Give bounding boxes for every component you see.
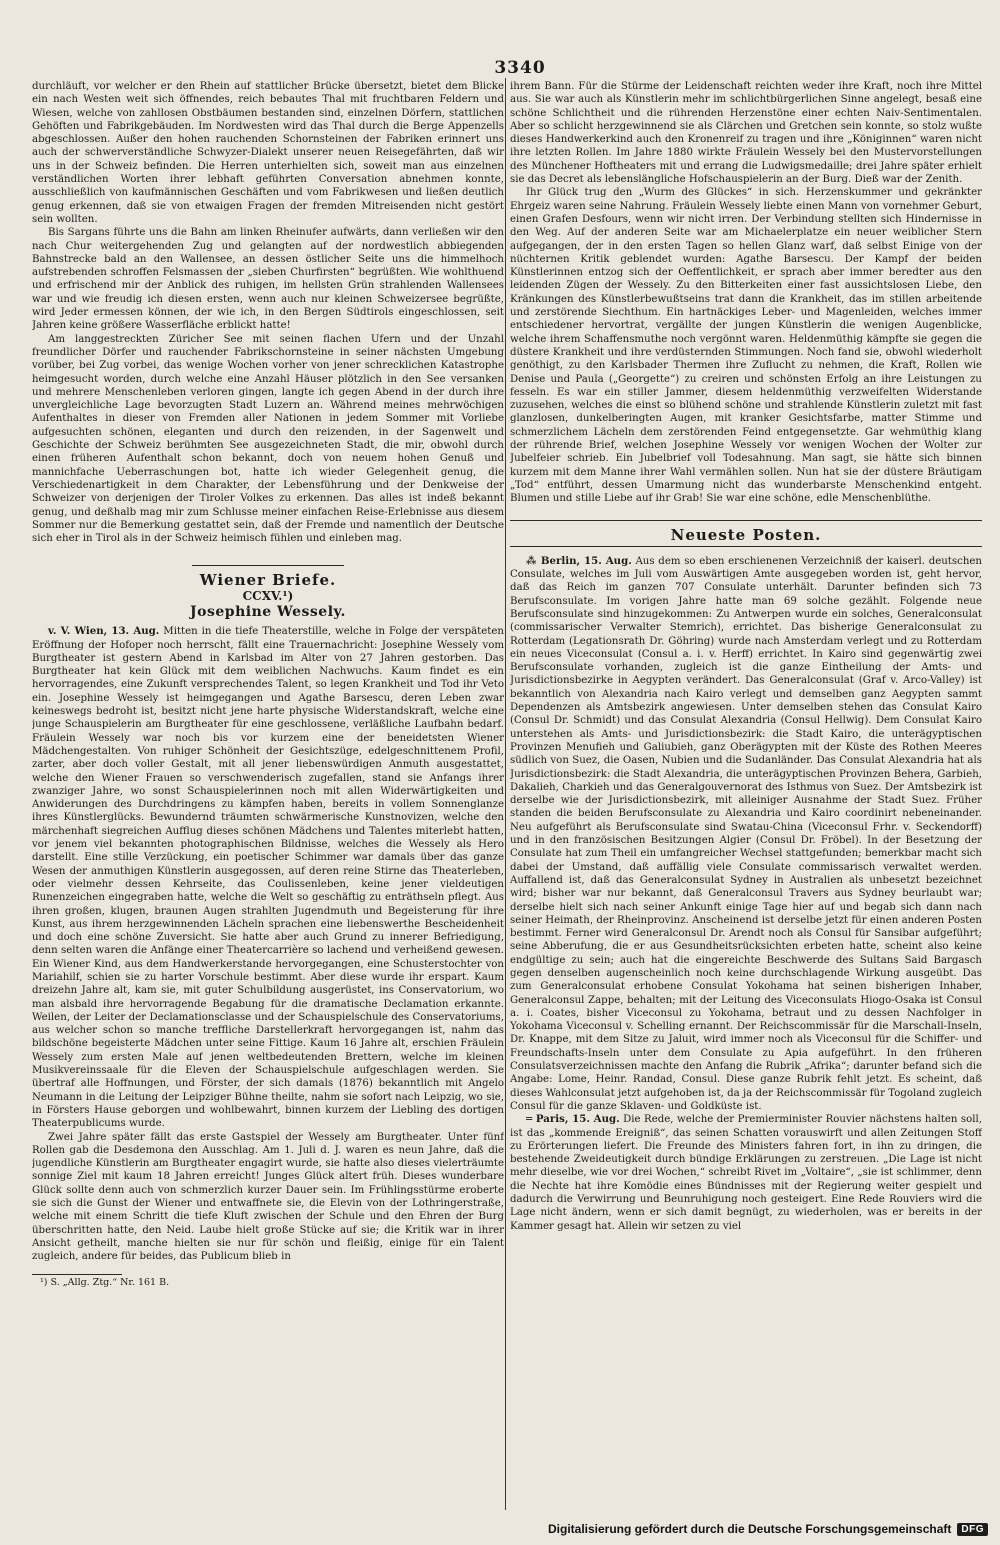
article-paragraph: Zwei Jahre später fällt das erste Gastspiel der Wessely am Burgtheater. Unter fünf Rollen gab die Desdemona den Ausschlag. Am 1. Juli d. J. waren es neun Jahre, daß die jugendliche Künstlerin am Burgtheater engagirt wurde, sie hatte also dieses vielerträumte sonnige Ziel mit kaum 18 Jahren erreicht! Junges Glück altert früh. Dieses wunderbare Glück sollte denn auch von schmerzlich kurzer Dauer sein. Im Frühlingsstürme eroberte sie sich die Gunst der Wiener und entwaffnete sie, die Elevin von der Lothringerstraße, welche mit einem Schritt die tiefe Kluft zwischen der Schule und den Ehren der Burg überschritten hatte, den Neid. Laube hielt große Stücke auf sie; die Kritik war in ihrer Ansicht getheilt, manche hielten sie nur für schön und fleißig, einige für ein Talent zugleich, andere für beides, das Publicum blieb in xyxy=(32,1131,504,1263)
dfg-logo-icon: DFG xyxy=(957,1523,988,1536)
right-column xyxy=(510,80,982,1510)
section-title: Wiener Briefe. xyxy=(199,571,337,590)
section-title: Neueste Posten. xyxy=(670,525,822,544)
intro-paragraph: Am langgestreckten Züricher See mit seinen flachen Ufern und der Unzahl freundlicher Dörfer und rauchender Fabrikschornsteine in seiner nächsten Umgebung vorüber, bei Zug vorbei, das wenige Wochen vorher von jener schrecklichen Katastrophe heimgesucht worden, durch welche eine Anzahl Häuser plötzlich in den See versanken und mehrere Menschenleben verloren gingen, langte ich gegen Abend in der durch ihre unvergleichliche Lage bevorzugten Stadt Luzern an. Während meines mehrwöchigen Aufenthaltes in dieser von Fremden aller Nationen in jedem Sommer mit Vorliebe aufgesuchten schönen, eleganten und durch den reizenden, in der Sagenwelt und Geschichte der Schweiz berühmten See ausgezeichneten Stadt, die mir, obwohl durch einen früheren Aufenthalt schon bekannt, doch von neuem hohen Genuß und mannichfache Ueberraschungen bot, hatte ich wieder Gelegenheit genug, die Verschiedenartigkeit in dem Charakter, der Lebensführung und der Denkweise der Schweizer von derjenigen der Tiroler Volkes zu erkennen. Das alles ist indeß bekannt genug, und deßhalb mag mir zum Schlusse meiner einfachen Reise-Erlebnisse aus diesem Sommer nur die Bemerkung gestattet sein, daß der Fremde und namentlich der Deutsche sich eher in Tirol als in der Schweiz heimisch fühlen und einleben mag. xyxy=(32,333,504,545)
article-title: Josephine Wessely. xyxy=(190,603,346,620)
article-paragraph xyxy=(32,625,504,1130)
column-divider xyxy=(505,78,506,1510)
section-rule xyxy=(510,546,982,547)
section-rule xyxy=(192,565,344,566)
digitization-footer xyxy=(548,1522,988,1536)
intro-paragraph: durchläuft, vor welcher er den Rhein auf stattlicher Brücke übersetzt, bietet dem Blicke ein nach Westen weit sich öffnendes, reich bebautes Thal mit fruchtbaren Feldern und Wiesen, welche von zahllosen Obstbäumen bestanden sind, einzelnen Dörfern, stattlichen Gehöften und Fabrikgebäuden. Im Nordwesten wird das Thal durch die Berge Appenzells abgeschlossen. Außer den hohen rauchenden Schornsteinen der Fabriken erinnert uns auch der schwerverständliche Schwyzer-Dialekt unserer neuen Reisegefährten, daß wir uns in der Schweiz befinden. Die Herren unterhielten sich, soweit man aus einzelnen verständlichen Worten ihrer lebhaft geführten Conversation abnehmen konnte, ausschließlich von kaufmännischen Geschäften und vom Fabrikwesen und ließen deutlich genug erkennen, daß sie von etwaigen Fragen der fremden Mitreisenden nicht gestört sein wollten. xyxy=(32,81,504,225)
footnote: ¹) S. „Allg. Ztg.“ Nr. 161 B. xyxy=(40,1276,170,1288)
news-item xyxy=(510,555,982,1113)
footer-text: Digitalisierung gefördert durch die Deutsche Forschungsgemeinschaft xyxy=(547,1522,952,1536)
intro-paragraph: Bis Sargans führte uns die Bahn am linken Rheinufer aufwärts, dann verließen wir den nach Chur weitergehenden Zug und gelangten auf der nordwestlich abbiegenden Bahnstrecke bald an den Wallensee, an dessen östlicher Seite uns die himmelhoch aufstrebenden schroffen Felsmassen der „sieben Churfirsten“ begrüßten. Wie wohlthuend und erfrischend mir der Anblick des ruhigen, im hellsten Grün strahlenden Wallensees war und wie freudig ich diesen ersten, wenn auch nur kleinen Schweizersee begrüßte, wird Jeder ermessen können, der wie ich, in den Bergen Südtirols eingeschlossen, seit Jahren keine größere Wasserfläche erblickt hatte! xyxy=(32,227,504,332)
section-rule xyxy=(510,520,982,521)
footnote-rule xyxy=(32,1274,122,1275)
page-number: 3340 xyxy=(494,58,546,78)
news-text: Die Rede, welche der Premierminister Rouvier nächstens halten soll, ist das „kommende Ereigniß“, das seinen Schatten vorauswirft und allen Zeitungen Stoff zu Erörterungen liefert. Die Freunde des Ministers fahren fort, in ihn zu dringen, die bestehende Zweideutigkeit durch bündige Erklärungen zu zerstreuen. „Die Lage ist nicht mehr dieselbe, wie vor drei Wochen,“ schreibt Rivet im „Voltaire“, „sie ist schlimmer, denn die Nechte hat ihre Komödie eines Bündnisses mit der Regierung weiter gespielt und dadurch die Verwirrung und Beunruhigung noch gesteigert. Eine Rede Rouviers wird die Lage nicht ändern, wenn er sich damit begnügt, zu wiederholen, was er bereits in der Kammer gesagt hat. Allein wir setzen zu viel xyxy=(510,1114,982,1232)
news-item xyxy=(510,1113,982,1233)
series-number: CCXV.¹) xyxy=(242,588,294,603)
dateline: v. V. Wien, 13. Aug. xyxy=(48,625,160,638)
news-text: Aus dem so eben erschienenen Verzeichniß der kaiserl. deutschen Consulate, welches im Juli vom Auswärtigen Amte ausgegeben worden ist, geht hervor, daß das Reich im ganzen 707 Consulate unterhält. Darunter befinden sich 73 Berufsconsulate. Im vorigen Jahre hatte man 69 solche gezählt. Folgende neue Berufsconsulate sind hinzugekommen: Zu Antwerpen wurde ein solches, Generalconsulat (commissarischer Verwalter Stemrich), errichtet. Das bisherige Generalconsulat zu Rotterdam (Legationsrath Dr. Göhring) wurde nach Amsterdam verlegt und zu Rotterdam ein neues Viceconsulat (Consul a. i. v. Herff) errichtet. In Kairo sind gegenwärtig zwei Berufsconsulate vorhanden, zugleich ist die ganze Eintheilung der Amts- und Jurisdictionsbezirke in Aegypten verändert. Das Generalconsulat (Graf v. Arco-Valley) ist bekanntlich von Alexandria nach Kairo verlegt und demselben ganz Aegypten sammt Dependenzen als Amtsbezirk angewiesen. Unter demselben stehen das Consulat Kairo (Consul Dr. Schmidt) und das Consulat Alexandria (Consul Hellwig). Dem Consulat Kairo unterstehen als Amts- und Jurisdictionsbezirk: die Stadt Kairo, die unterägyptischen Provinzen Menufieh und Galiubieh, ganz Oberägypten mit der Küste des Rothen Meeres südlich von Suez, die Oasen, Nubien und die Sudanländer. Das Consulat Alexandria hat als Jurisdictionsbezirk: die Stadt Alexandria, die unterägyptischen Provinzen Behera, Garbieh, Dakalieh, Charkieh und das Generalgouvernorat des Isthmus von Suez. Der Amtsbezirk ist derselbe wie der Jurisdictionsbezirk, mit alleiniger Ausnahme der Stadt Suez. Früher standen die beiden Berufsconsulate zu Alexandria und Kairo coordinirt nebeneinander. Neu aufgeführt als Berufsconsulate sind Swatau-China (Viceconsul Frhr. v. Seckendorff) und in den französischen Besitzungen Algier (Consul Dr. Fröbel). In der Besetzung der Consulate hat zum Theil ein umfangreicher Wechsel stattgefunden; bemerkbar macht sich dabei der Umstand, daß auffällig viele Consulate commissarisch verwaltet werden. Auffallend ist, daß das Generalconsulat Sydney in Australien als unbesetzt bezeichnet wird; bisher war nur bekannt, daß Generalconsul Travers aus Sydney beurlaubt war; derselbe hielt sich nach seiner Ankunft einige Tage hier auf und begab sich dann nach seiner Heimath, der Rheinprovinz. Anscheinend ist derselbe jetzt für einen anderen Posten bestimmt. Ferner wird Generalconsul Dr. Arendt noch als Consul für Sansibar aufgeführt; seine Abberufung, die er aus Gesundheitsrücksichten erbeten hatte, scheint also keine endgültige zu sein; auch hat die eingereichte Beschwerde des Sultans Said Bargasch gegen denselben augenscheinlich noch keine durchschlagende Wirkung ausgeübt. Das zum Generalconsulat erhobene Consulat Yokohama hat seinen bisherigen Inhaber, Generalconsul Zappe, behalten; mit der Leitung des Viceconsulats Hiogo-Osaka ist Consul a. i. Coates, bisher Viceconsul zu Yokohama, betraut und zu dessen Nachfolger in Yokohama Viceconsul v. Schelling ernannt. Der Reichscommissär für die Marschall-Inseln, Dr. Knappe, mit dem Sitze zu Jaluit, wird immer noch als Viceconsul für die Schiffer- und Freundschafts-Inseln unter dem Consulate zu Apia aufgeführt. In den früheren Consulatsverzeichnissen machte den Anfang die Rubrik „Afrika“; darunter befand sich die Angabe: Lome, Heinr. Randad, Consul. Diese ganze Rubrik fehlt jetzt. Es scheint, daß dieses Wahlconsulat jetzt aufgehoben ist, da ja der Reichscommissär für Togoland zugleich Consul für die ganze Sklaven- und Goldküste ist. xyxy=(510,555,982,1112)
news-dateline: ═ Paris, 15. Aug. xyxy=(526,1113,620,1126)
continuation-paragraph: Ihr Glück trug den „Wurm des Glückes“ in sich. Herzenskummer und gekränkter Ehrgeiz waren seine Nahrung. Fräulein Wessely liebte einen Mann von vornehmer Geburt, einen Grafen Desfours, wenn wir nicht irren. Der Verbindung stellten sich Hindernisse in den Weg. Auf der anderen Seite war am Michaelerplatze ein neuer weiblicher Stern aufgegangen, der in den ersten Tagen so hellen Glanz warf, daß selbst Einige von der nüchternen Kritik geblendet wurden: Agathe Barsescu. Der Kampf der beiden Künstlerinnen entzog sich der Oeffentlichkeit, er sprach aber immer beredter aus den leidenden Zügen der Wessely. Zu den Bitterkeiten einer fast aussichtslosen Liebe, den Kränkungen des Künstlerbewußtseins trat dann die Krankheit, das im stillen arbeitende und zerstörende Siechthum. Ein hartnäckiges Leber- und Magenleiden, welches immer entschiedener hervortrat, vergällte der jungen Künstlerin die wenigen Augenblicke, welche ihrem Schaffensmuthe noch vergönnt waren. Heldenmüthig kämpfte sie gegen die düstere Krankheit und ihre verdüsternden Stimmungen. Noch fand sie, obwohl wiederholt genöthigt, zu den Karlsbader Thermen ihre Zuflucht zu nehmen, die Kraft, Rollen wie Denise und Paula („Georgette“) zu creiren und schönsten Erfolg an ihre Leistungen zu fesseln. Es war ein stiller Jammer, diesem heldenmüthig verzweifelten Widerstande zuzusehen, welches die einst so blühend schöne und strahlende Künstlerin zuletzt mit fast glanzlosen, dunkelberingten Augen, mit kranker Gesichtsfarbe, matter Stimme und schmerzlichem Lächeln dem zerstörenden Feind entgegensetzte. Gar wehmüthig klang der rührende Brief, welchen Josephine Wessely vor wenigen Wochen der Wolter zur Jubelfeier schrieb. Ein Jubelbrief voll Todesahnung. Man sagt, sie hätte sich binnen kurzem mit dem Manne ihrer Wahl vermählen sollen. Nun hat sie der düstere Bräutigam „Tod“ entführt, dessen Umarmung nicht das wunderbarste Menschenkind entgeht. Blumen und stille Liebe auf ihr Grab! Sie war eine schöne, edle Menschenblüthe. xyxy=(510,187,982,505)
article-text: Mitten in die tiefe Theaterstille, welche in Folge der verspäteten Eröffnung der Hofoper noch herrscht, fällt eine Trauernachricht: Josephine Wessely vom Burgtheater ist gestern Abend in Karlsbad im Alter von 27 Jahren gestorben. Das Burgtheater hat kein Glück mit dem weiblichen Nachwuchs. Kaum findet es ein hervorragendes, eine Zukunft versprechendes Talent, so legen Krankheit und Tod ihr Veto ein. Josephine Wessely ist heimgegangen und Agathe Barsescu, deren Leben zwar keineswegs bedroht ist, besitzt nicht jene harte physische Widerstandskraft, welche eine junge Schauspielerin am Burgtheater für eine geschlossene, verläßliche Laufbahn bedarf. Fräulein Wessely war noch bis vor kurzem eine der beneidetsten Wiener Mädchengestalten. Von ruhiger Schönheit der Gesichtszüge, edelgeschnittenem Profil, zarter, aber doch voller Gestalt, mit all jener liebenswürdigen Anmuth ausgestattet, welche den Wiener Frauen so verschwenderisch zugefallen, stand sie Anfangs ihrer zwanziger Jahre, wo sonst Schauspielerinnen noch mit allen Widerwärtigkeiten und Anwiderungen des Durchdringens zu kämpfen haben, bereits in vollem Sonnenglanze ihres Künstlerglücks. Bewundernd träumten schwärmerische Kunstnovizen, welche den märchenhaft siegreichen Aufflug dieses schönen Mädchens und Talentes miterlebt hatten, vor jenem viel bekannten photographischen Bildnisse, welches die Wessely als Hero darstellt. Eine stille Verzückung, ein poetischer Schimmer war damals über das ganze Wesen der anmuthigen Künstlerin ausgegossen, auf deren reine Stirne das Theaterleben, oder vielmehr dessen Kehrseite, das Coulissenleben, keine jener vieldeutigen Runenzeichen eingegraben hatte, welche die Welt so geschäftig zu enträthseln pflegt. Aus ihren großen, klugen, braunen Augen strahlten Jugendmuth und Begeisterung für ihre Kunst, aus ihrem herzgewinnenden Lächeln sprachen eine liebenswerthe Bescheidenheit und doch eine schöne Zuversicht. Sie hatte aber auch Grund zu innerer Befriedigung, denn selten waren die Anfänge einer Theatercarrière so lachend und verheißend gewesen. Ein Wiener Kind, aus dem Handwerkerstande hervorgegangen, eine Schusterstochter von Mariahilf, schien sie zu harter Vorschule bestimmt. Aber diese wurde ihr erspart. Kaum dreizehn Jahre alt, kam sie, mit guter Schulbildung ausgerüstet, ins Conservatorium, wo man alsbald ihre hervorragende Begabung für die dramatische Declamation erkannte. Weilen, der Leiter der Declamationsclasse und der Schauspielschule des Conservatoriums, aus welcher schon so manche treffliche Darstellerkraft hervorgegangen ist, nahm das bildschöne begeisterte Mädchen unter seine Fittige. Kaum 16 Jahre alt, erschien Fräulein Wessely zum ersten Male auf jenen weltbedeutenden Brettern, welche im kleinen Musikvereinssaale für die Eleven der Schauspielschule aufgeschlagen werden. Sie übertraf alle Hoffnungen, und Förster, der sich damals (1876) bekanntlich mit Angelo Neumann in die Leitung der Leipziger Bühne theilte, nahm sie sofort nach Leipzig, wo sie, in Försters Hause geborgen und wohlbewahrt, binnen kurzem der Liebling des dortigen Theaterpublicums wurde. xyxy=(32,626,504,1130)
left-column xyxy=(32,80,504,1510)
continuation-paragraph: ihrem Bann. Für die Stürme der Leidenschaft reichten weder ihre Kraft, noch ihre Mittel aus. Sie war auch als Künstlerin mehr im schlichtbürgerlichen Sinne angelegt, besaß eine schöne Schlichtheit und die rührenden Herzenstöne einer echten Naiv-Sentimentalen. Aber so schlicht herzgewinnend sie als Clärchen und Gretchen sein konnte, so stolz wußte dieses Handwerkerkind auch den Kronenreif zu tragen und ihre „Königinnen“ waren nicht ihre letzten Rollen. Im Jahre 1880 wirkte Fräulein Wessely bei den Mustervorstellungen des Münchener Hoftheaters mit und errang die Ludwigsmedaille; drei Jahre später erhielt sie das Decret als lebenslängliche Hofschauspielerin an der Burg. Dieß war der Zenith. xyxy=(510,81,982,186)
news-dateline: ⁂ Berlin, 15. Aug. xyxy=(526,554,632,567)
